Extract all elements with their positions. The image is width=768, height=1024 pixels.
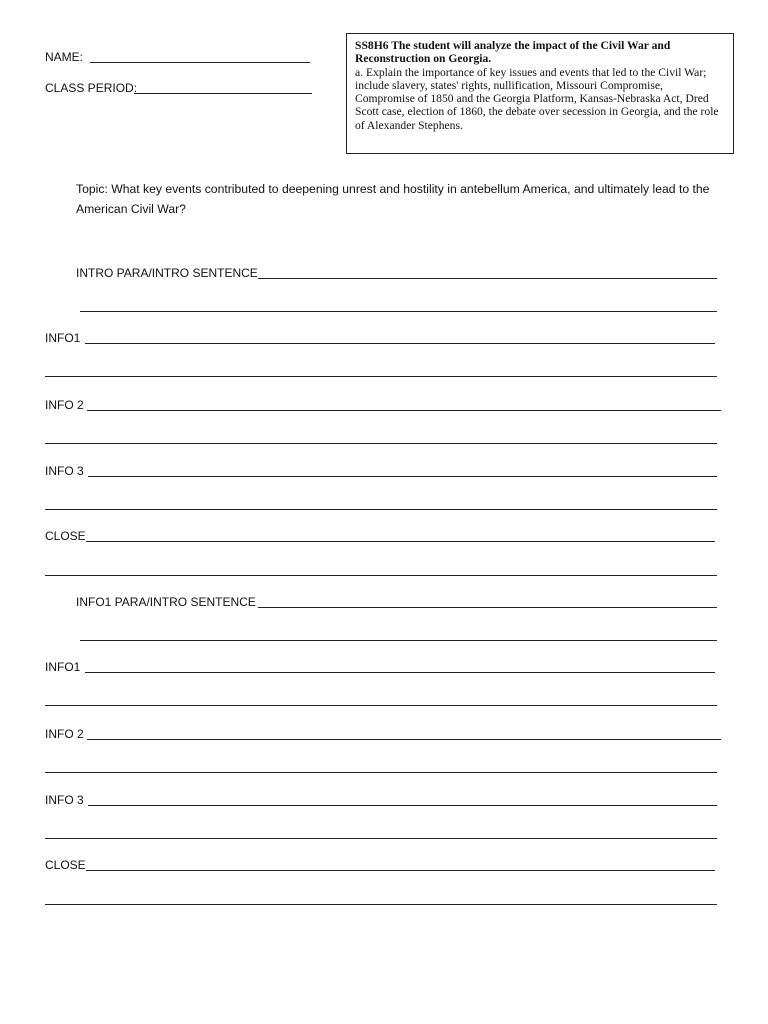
section1-info3-label: INFO 3 xyxy=(45,464,84,478)
section2-intro-line[interactable] xyxy=(258,607,717,608)
section2-close-label: CLOSE xyxy=(45,858,86,872)
section2-info2-label: INFO 2 xyxy=(45,727,84,741)
section1-info2-line-2[interactable] xyxy=(45,443,717,444)
name-label: NAME: xyxy=(45,50,84,64)
section2-info1-label: INFO1 xyxy=(45,660,81,674)
topic-label: Topic: xyxy=(76,182,108,196)
standard-box xyxy=(346,33,734,154)
class-period-label: CLASS PERIOD: xyxy=(45,81,138,95)
section2-info1-line[interactable] xyxy=(85,672,715,673)
section2-intro-label: INFO1 PARA/INTRO SENTENCE xyxy=(76,595,256,609)
standard-body: a. Explain the importance of key issues and events that led to the Civil War; include slavery, states' rights, nullification, Missouri Compromise, Compromise of 1850 and the Georgia Platform, Kansas-Nebraska Act, Dred Scott case, election of 1860, the debate over secession in Georgia, and the role of Alexander Stephens. xyxy=(355,65,719,132)
section1-info3-line-2[interactable] xyxy=(45,509,717,510)
section1-info1-line[interactable] xyxy=(85,343,715,344)
section2-info3-line[interactable] xyxy=(88,805,717,806)
section2-info2-line-2[interactable] xyxy=(45,772,717,773)
section1-info3-line[interactable] xyxy=(88,476,717,477)
section1-intro-line[interactable] xyxy=(258,278,717,279)
section1-close-label: CLOSE xyxy=(45,529,86,543)
section1-info2-label: INFO 2 xyxy=(45,398,84,412)
section1-info1-label: INFO1 xyxy=(45,331,81,345)
section2-info3-line-2[interactable] xyxy=(45,838,717,839)
section1-intro-line-2[interactable] xyxy=(80,311,717,312)
topic-prompt xyxy=(76,179,736,219)
section2-info3-label: INFO 3 xyxy=(45,793,84,807)
section2-info2-line[interactable] xyxy=(87,739,721,740)
section2-close-line[interactable] xyxy=(86,870,715,871)
topic-text: What key events contributed to deepening unrest and hostility in antebellum America, and ultimately lead to the American Civil War? xyxy=(76,182,710,216)
section2-intro-line-2[interactable] xyxy=(80,640,717,641)
section1-close-line[interactable] xyxy=(86,541,715,542)
section2-close-line-2[interactable] xyxy=(45,904,717,905)
section1-intro-label: INTRO PARA/INTRO SENTENCE xyxy=(76,266,258,280)
section2-info1-line-2[interactable] xyxy=(45,705,717,706)
section1-info1-line-2[interactable] xyxy=(45,376,717,377)
name-field[interactable] xyxy=(90,62,310,63)
section1-info2-line[interactable] xyxy=(87,410,721,411)
standard-title: SS8H6 The student will analyze the impact of the Civil War and Reconstruction on Georgia. xyxy=(355,39,671,66)
class-period-field[interactable] xyxy=(134,93,312,94)
section1-close-line-2[interactable] xyxy=(45,575,717,576)
